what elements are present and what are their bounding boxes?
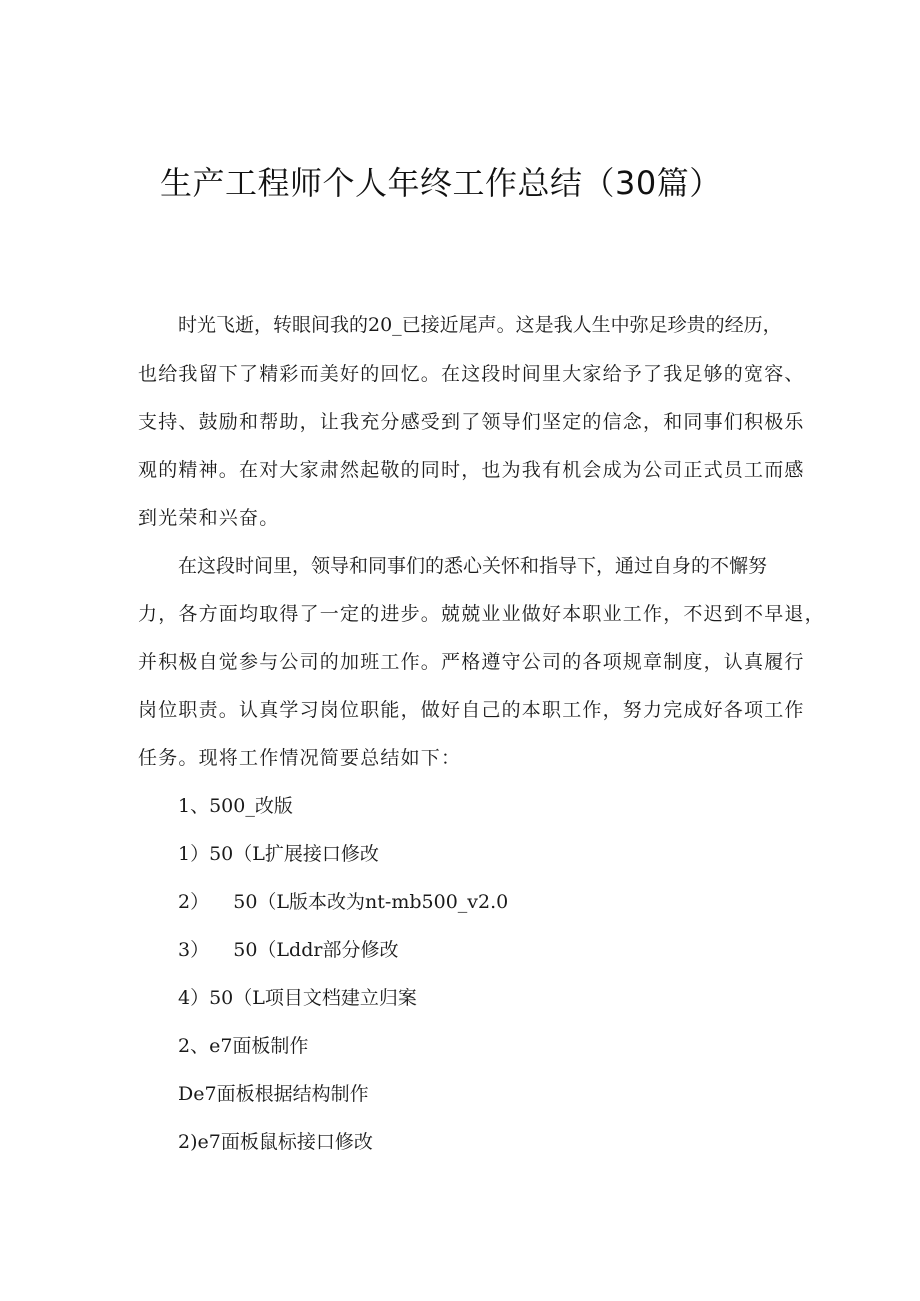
list-item: 2） 50（L版本改为nt-mb500_v2.0 [178,891,509,913]
list-item: 2、e7面板制作 [178,1035,309,1057]
paragraph-1-line-5: 到光荣和兴奋。 [138,507,280,529]
paragraph-1-line-2: 也给我留下了精彩而美好的回忆。在这段时间里大家给予了我足够的宽容、 [138,363,805,385]
paragraph-1-line-1: 时光飞逝，转眼间我的20_已接近尾声。这是我人生中弥足珍贵的经历， [178,314,782,336]
list-item: 1）50（L扩展接口修改 [178,843,379,865]
list-item: 1、500_改版 [178,795,293,817]
list-item: 4）50（L项目文档建立归案 [178,987,417,1009]
paragraph-2-line-2: 力，各方面均取得了一定的进步。兢兢业业做好本职业工作，不迟到不早退， [138,603,825,625]
list-item: 2)e7面板鼠标接口修改 [178,1131,373,1153]
paragraph-2-line-4: 岗位职责。认真学习岗位职能，做好自己的本职工作，努力完成好各项工作 [138,699,805,721]
list-item: 3） 50（Lddr部分修改 [178,939,399,961]
paragraph-2-line-3: 并积极自觉参与公司的加班工作。严格遵守公司的各项规章制度，认真履行 [138,651,805,673]
paragraph-1-line-3: 支持、鼓励和帮助，让我充分感受到了领导们坚定的信念，和同事们积极乐 [138,411,805,433]
paragraph-2-line-1: 在这段时间里，领导和同事们的悉心关怀和指导下，通过自身的不懈努 [178,555,768,577]
list-item: De7面板根据结构制作 [178,1083,369,1105]
document-title: 生产工程师个人年终工作总结（30篇） [160,164,722,202]
paragraph-1-line-4: 观的精神。在对大家肃然起敬的同时，也为我有机会成为公司正式员工而感 [138,459,805,481]
paragraph-2-line-5: 任务。现将工作情况简要总结如下： [138,747,462,769]
